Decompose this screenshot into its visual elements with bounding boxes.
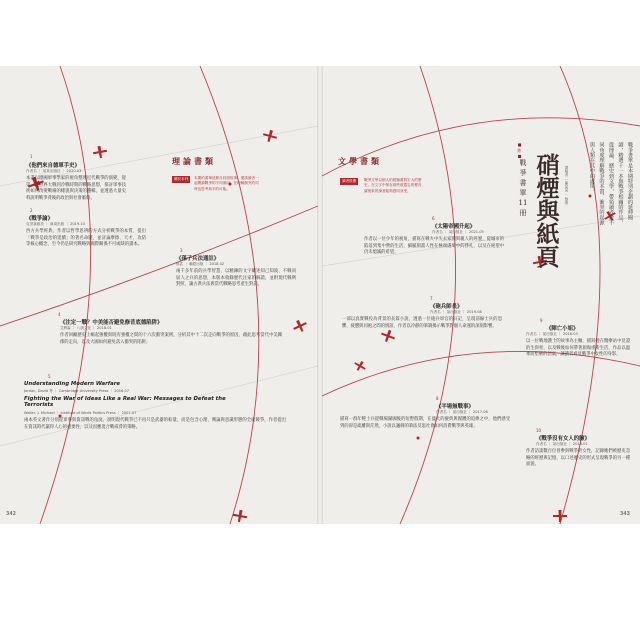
note-text: 戰爭文學以個人的經驗書寫宏大的歷史，在文字中保存那些被遺忘的聲音，讓後來的讀者能夠感同身受。 [364, 178, 426, 193]
entry-meta: 孫武 ｜ 聯經出版 ｜ 2018.02 [176, 262, 225, 266]
note-label: 關於本刊 [174, 177, 189, 181]
category-theory: 理論書類 [172, 156, 216, 166]
entry-title: 《他們來自德軍手史》 [26, 163, 80, 169]
entry-title: 《砲兵師長》 [430, 304, 463, 310]
entry-title: 《戰爭論》 [26, 216, 53, 222]
entry-meta: Jordan, David 等 ｜ Cambridge University Press ｜ 2016.07 [24, 389, 130, 393]
entry-number: 3 [180, 248, 183, 253]
entry-number: 7 [430, 296, 433, 301]
entry-subtitle: Fighting the War of Ideas Like a Real War: Messages to Defeat the Terrorists [24, 396, 226, 408]
note-label: 讀者推薦 [342, 179, 357, 183]
left-page [0, 66, 318, 524]
entry-body: 作者以一位少年的視角，描寫在戰火中失去家園與親人的經歷，從城市的陷落到集中營的生活，細膩刻畫人性在極端處境中的掙扎，以及在絕望中仍未熄滅的希望。 [364, 237, 504, 256]
entry-number: 2 [30, 208, 33, 213]
entry-body: 兩本英文著作分別從軍事與資訊戰的角度，說明現代戰爭已不再只是武器的較量，而是包含心理、輿論與意識形態的全面競爭，作者提出在資訊時代贏得人心的重要性，以及因應混合戰威脅的策略。 [24, 418, 286, 430]
entry-body: 作者回顧歷史上崛起強權與既有強權之間的十六次衝突案例，分析其中十二次走向戰爭的原因，藉此思考當代中美關係的走向，以及大國如何避免落入衝突的陷阱。 [60, 333, 282, 345]
entry-meta: 艾利森 ｜ 八旗文化 ｜ 2018.01 [60, 326, 112, 330]
entry-number: 6 [432, 216, 435, 221]
note-text: 本期的書單延伸自封面故事，邀請讀者一起閱讀戰爭的不同面向，在理解衝突的同時也思考和平的可能。 [194, 176, 259, 191]
entry-body: 本書以德國軍事學家的視角整理近代戰爭的演變，從第一次世界大戰到冷戰時期的戰略思想，探討軍事技術如何改變戰場的樣貌與決策的邏輯，並透過大量史料說明戰爭背後的政治與社會脈絡。 [26, 176, 126, 201]
entry-meta: 作者名 ｜ 某出版社 ｜ 2019.08 [430, 310, 482, 314]
entry-meta: 作者名 ｜ 某出版社 ｜ 2017.06 [436, 410, 488, 414]
page-number-left: 342 [6, 512, 17, 517]
entry-title: 《半場無戰事》 [436, 404, 474, 410]
entry-title: 《太陽帝國升起》 [432, 224, 476, 230]
entry-number: 10 [536, 428, 542, 433]
category-literature: 文學書類 [338, 156, 382, 166]
entry-body: 以一位戰地護士的故事為主軸，描寫她在醫療站中見證的生與死，以及戰後如何帶著創傷重新生活，作品以溫柔而堅韌的語氣，讓讀者看見戰爭中女性的身影。 [526, 339, 630, 358]
entry-number: 5 [48, 374, 51, 379]
entry-subtitle-meta: Waller, J. Michael ｜ Institute of World Politics Press ｜ 2007.07 [24, 411, 137, 415]
entry-meta: 作者名 ｜ 某出版社 ｜ 2021.05 [432, 230, 484, 234]
entry-body: 兩千多年前的兵學智慧，以精鍊的文字闡述知己知彼、不戰而屈人之兵的思想，本版本收錄歷代注家的解讀，並附現代戰例對照，讓古典兵法與當代戰略思考產生對話。 [176, 269, 296, 288]
right-page [320, 66, 640, 524]
entry-title: 《孫子兵法通註》 [176, 256, 220, 262]
main-title: 硝煙與紙頁 [536, 152, 560, 271]
entry-number: 9 [540, 318, 543, 323]
entry-number: 8 [436, 396, 439, 401]
subtitle: 戰爭書單11冊 [518, 159, 528, 217]
entry-meta: 克勞塞維茨 ｜ 商周出版 ｜ 2019.10 [26, 222, 85, 226]
entry-meta: 作者名 ｜ 某某出版社 ｜ 2020.03 [26, 169, 82, 173]
page-number-right: 343 [620, 512, 631, 517]
entry-body: 一部以真實戰役為背景的長篇小說，透過一位砲兵軍官的日記，呈現前線士兵的恐懼、疲憊與同袍之間的情誼，作者以冷靜的筆調揭示戰爭對個人命運的深刻影響。 [342, 317, 502, 329]
entry-title: 《注定一戰？中美能否避免修昔底德陷阱》 [60, 320, 163, 326]
author-note: 撰稿者 ｜ 陳某某 ｜ 整理 [564, 166, 568, 205]
intro-text: 戰爭書單是本期特別企劃的延伸閱讀，精選十一本與戰爭相關的作品，從理論、歷史到文學，帶領讀者從不同角度理解戰爭的本質、衝突的起源與人類在其中的處境。 [589, 142, 633, 226]
book-spread [0, 66, 640, 524]
entry-number: 1 [30, 154, 33, 159]
entry-title: Understanding Modern Warfare [24, 381, 121, 387]
entry-title: 《戰爭沒有女人的臉》 [536, 436, 590, 442]
entry-meta: 作者名 ｜ 某出版社 ｜ 2016.03 [526, 332, 578, 336]
entry-body: 西方兵學經典，作者以哲學思辨的方式分析戰爭的本質，提出「戰爭是政治的延續」的著名命題，並討論摩擦、天才、攻防等核心概念，至今仍是研究戰略與國際關係不可或缺的讀本。 [26, 229, 146, 248]
entry-number: 4 [58, 312, 61, 317]
entry-meta: 作者名 ｜ 某出版社 ｜ 2016.01 [536, 442, 588, 446]
section-label: ■ 書 ■ [517, 142, 522, 159]
entry-body: 作者訪談數百位曾參與戰爭的女性，記錄她們被歷史忽略的經歷與記憶，以口述歷史的形式呈現戰爭的另一種面貌。 [526, 449, 630, 468]
entry-body: 描寫一群年輕士兵從戰場歸國後的短暫假期，在盛大的慶典與媒體的追捧之中，他們感受到的卻是疏離與茫然，小說以諷刺的筆法反思社會如何消費戰爭與英雄。 [340, 417, 510, 429]
entry-title: 《陣亡小姐》 [546, 326, 579, 332]
